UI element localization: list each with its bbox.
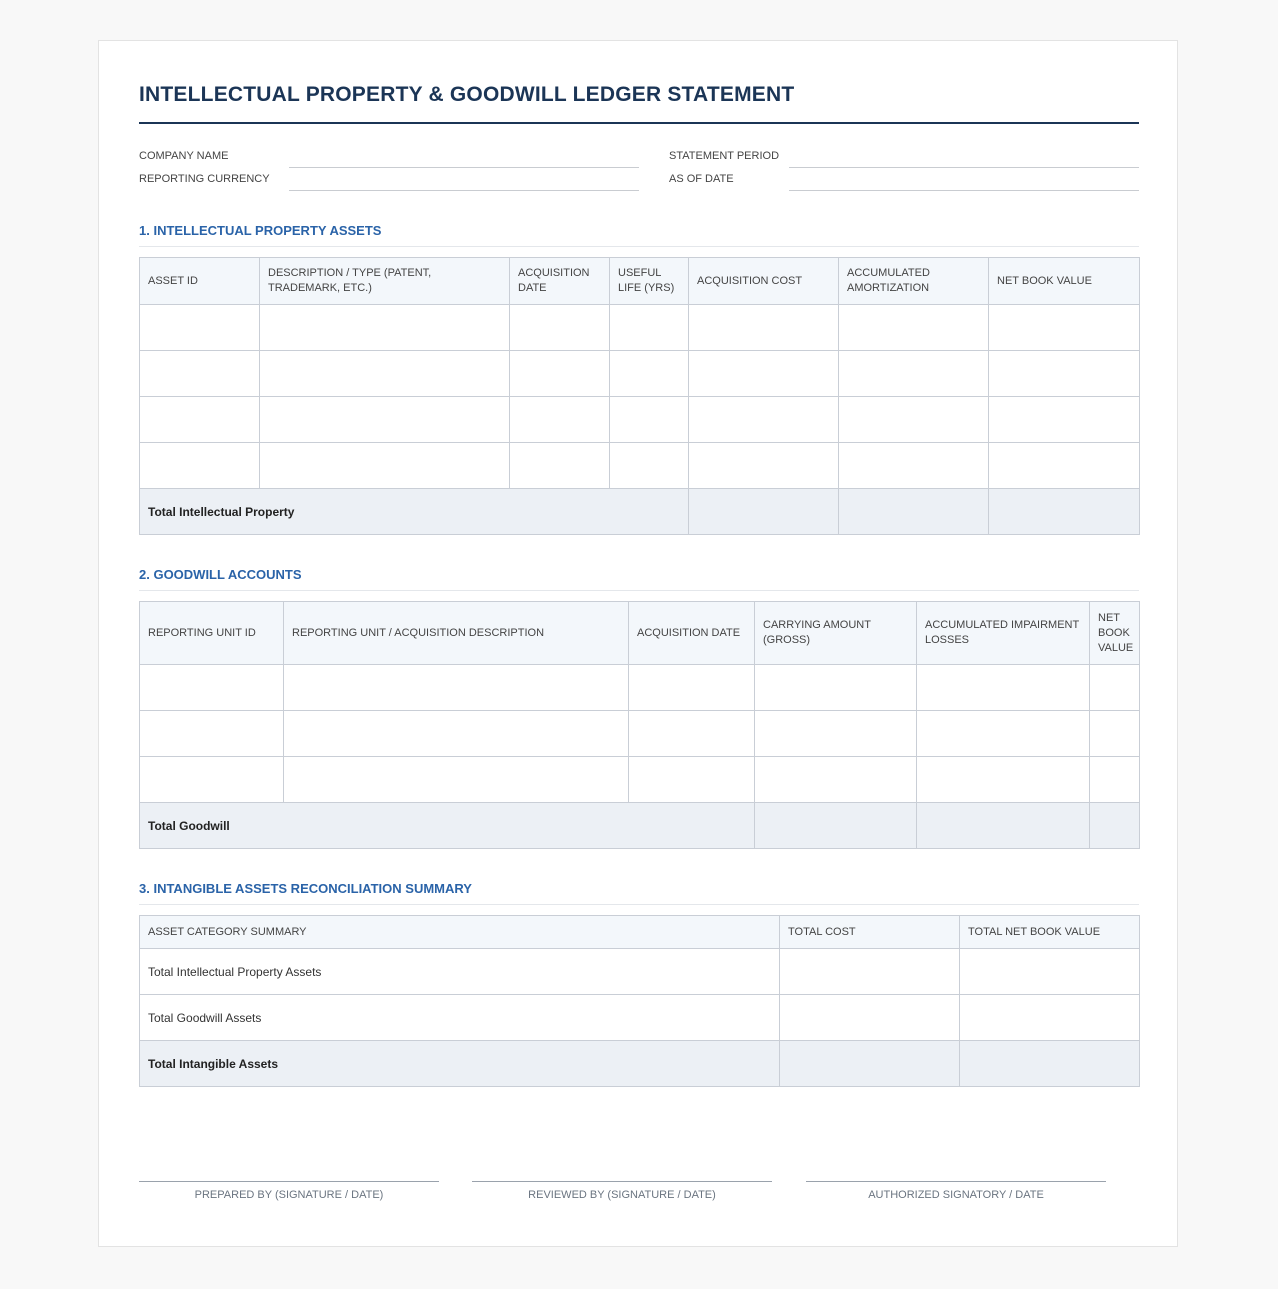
prepared-by-label: PREPARED BY (SIGNATURE / DATE) <box>194 1189 384 1201</box>
statement-period-field[interactable] <box>789 167 1139 168</box>
table-cell[interactable] <box>260 305 510 351</box>
table-cell[interactable] <box>629 665 755 711</box>
column-header: REPORTING UNIT ID <box>140 602 284 665</box>
section-goodwill-title: 2. GOODWILL ACCOUNTS <box>139 567 302 582</box>
company-name-field[interactable] <box>289 167 639 168</box>
goodwill-table <box>139 601 1140 849</box>
total-ip-label: Total Intellectual Property <box>140 489 689 535</box>
table-row <box>140 995 1140 1041</box>
table-cell[interactable] <box>284 665 629 711</box>
table-cell[interactable] <box>284 757 629 803</box>
total-cell[interactable] <box>1090 803 1140 849</box>
table-cell[interactable] <box>917 665 1090 711</box>
table-row <box>140 305 1140 351</box>
table-cell[interactable] <box>755 665 917 711</box>
document-page <box>98 40 1178 1247</box>
table-cell[interactable] <box>917 711 1090 757</box>
column-header: ASSET CATEGORY SUMMARY <box>140 916 780 949</box>
total-cell[interactable] <box>755 803 917 849</box>
column-header: NET BOOK VALUE <box>1090 602 1140 665</box>
table-cell[interactable] <box>260 397 510 443</box>
section-goodwill-rule <box>139 590 1139 591</box>
table-cell[interactable] <box>1090 665 1140 711</box>
table-row <box>140 711 1140 757</box>
table-cell[interactable] <box>689 305 839 351</box>
ip-assets-table <box>139 257 1140 535</box>
column-header: TOTAL COST <box>780 916 960 949</box>
column-header: ACQUISITION COST <box>689 258 839 305</box>
table-cell[interactable] <box>989 305 1140 351</box>
authorized-label: AUTHORIZED SIGNATORY / DATE <box>868 1189 1044 1201</box>
section-ip-assets-title: 1. INTELLECTUAL PROPERTY ASSETS <box>139 223 382 238</box>
column-header: TOTAL NET BOOK VALUE <box>960 916 1140 949</box>
total-row <box>140 1041 1140 1087</box>
row-label: Total Intellectual Property Assets <box>140 949 780 995</box>
reviewed-by-signature-line[interactable] <box>472 1181 772 1182</box>
table-cell[interactable] <box>989 351 1140 397</box>
table-cell[interactable] <box>610 351 689 397</box>
table-cell[interactable] <box>140 351 260 397</box>
table-cell[interactable] <box>960 949 1140 995</box>
document-title: INTELLECTUAL PROPERTY & GOODWILL LEDGER STATEMENT <box>139 83 795 106</box>
table-cell[interactable] <box>960 995 1140 1041</box>
section-ip-assets-rule <box>139 246 1139 247</box>
table-header-row <box>140 916 1140 949</box>
section-reconciliation-title: 3. INTANGIBLE ASSETS RECONCILIATION SUMMARY <box>139 881 472 896</box>
table-cell[interactable] <box>839 351 989 397</box>
table-cell[interactable] <box>689 397 839 443</box>
statement-period-label: STATEMENT PERIOD <box>669 150 780 162</box>
table-cell[interactable] <box>989 443 1140 489</box>
reviewed-by-label: REVIEWED BY (SIGNATURE / DATE) <box>528 1189 716 1201</box>
table-cell[interactable] <box>510 305 610 351</box>
table-cell[interactable] <box>989 397 1140 443</box>
table-cell[interactable] <box>140 711 284 757</box>
table-cell[interactable] <box>780 949 960 995</box>
column-header: ACQUISITION DATE <box>510 258 610 305</box>
column-header: REPORTING UNIT / ACQUISITION DESCRIPTION <box>284 602 629 665</box>
reconciliation-table <box>139 915 1140 1087</box>
column-header: ACCUMULATED AMORTIZATION <box>839 258 989 305</box>
table-cell[interactable] <box>140 305 260 351</box>
reporting-currency-field[interactable] <box>289 190 639 191</box>
table-cell[interactable] <box>839 397 989 443</box>
table-cell[interactable] <box>780 995 960 1041</box>
total-cell[interactable] <box>960 1041 1140 1087</box>
table-cell[interactable] <box>629 711 755 757</box>
column-header: DESCRIPTION / TYPE (PATENT, TRADEMARK, ETC.) <box>260 258 510 305</box>
table-cell[interactable] <box>510 351 610 397</box>
table-cell[interactable] <box>610 443 689 489</box>
table-cell[interactable] <box>140 665 284 711</box>
column-header: ACCUMULATED IMPAIRMENT LOSSES <box>917 602 1090 665</box>
table-cell[interactable] <box>839 443 989 489</box>
table-cell[interactable] <box>510 443 610 489</box>
authorized-signature-line[interactable] <box>806 1181 1106 1182</box>
as-of-date-field[interactable] <box>789 190 1139 191</box>
table-row <box>140 757 1140 803</box>
table-cell[interactable] <box>755 757 917 803</box>
table-cell[interactable] <box>689 443 839 489</box>
prepared-by-signature-line[interactable] <box>139 1181 439 1182</box>
as-of-date-label: AS OF DATE <box>669 173 734 185</box>
table-cell[interactable] <box>610 305 689 351</box>
table-cell[interactable] <box>140 443 260 489</box>
total-row <box>140 803 1140 849</box>
column-header: USEFUL LIFE (YRS) <box>610 258 689 305</box>
total-goodwill-label: Total Goodwill <box>140 803 755 849</box>
column-header: ACQUISITION DATE <box>629 602 755 665</box>
table-cell[interactable] <box>140 397 260 443</box>
table-header-row <box>140 602 1140 665</box>
table-cell[interactable] <box>839 305 989 351</box>
table-header-row <box>140 258 1140 305</box>
row-label: Total Goodwill Assets <box>140 995 780 1041</box>
table-cell[interactable] <box>284 711 629 757</box>
section-reconciliation-rule <box>139 904 1139 905</box>
column-header: CARRYING AMOUNT (GROSS) <box>755 602 917 665</box>
table-cell[interactable] <box>755 711 917 757</box>
total-cell[interactable] <box>689 489 839 535</box>
total-cell[interactable] <box>839 489 989 535</box>
company-name-label: COMPANY NAME <box>139 150 229 162</box>
table-row <box>140 665 1140 711</box>
table-cell[interactable] <box>260 443 510 489</box>
total-cell[interactable] <box>917 803 1090 849</box>
total-row <box>140 489 1140 535</box>
table-row <box>140 443 1140 489</box>
table-row <box>140 351 1140 397</box>
table-cell[interactable] <box>629 757 755 803</box>
table-row <box>140 949 1140 995</box>
total-cell[interactable] <box>780 1041 960 1087</box>
total-cell[interactable] <box>989 489 1140 535</box>
table-cell[interactable] <box>917 757 1090 803</box>
table-cell[interactable] <box>260 351 510 397</box>
table-cell[interactable] <box>610 397 689 443</box>
table-cell[interactable] <box>689 351 839 397</box>
table-cell[interactable] <box>140 757 284 803</box>
column-header: ASSET ID <box>140 258 260 305</box>
reporting-currency-label: REPORTING CURRENCY <box>139 173 270 185</box>
table-cell[interactable] <box>1090 711 1140 757</box>
table-cell[interactable] <box>510 397 610 443</box>
table-row <box>140 397 1140 443</box>
table-cell[interactable] <box>1090 757 1140 803</box>
total-intangible-label: Total Intangible Assets <box>140 1041 780 1087</box>
title-rule <box>139 122 1139 124</box>
column-header: NET BOOK VALUE <box>989 258 1140 305</box>
